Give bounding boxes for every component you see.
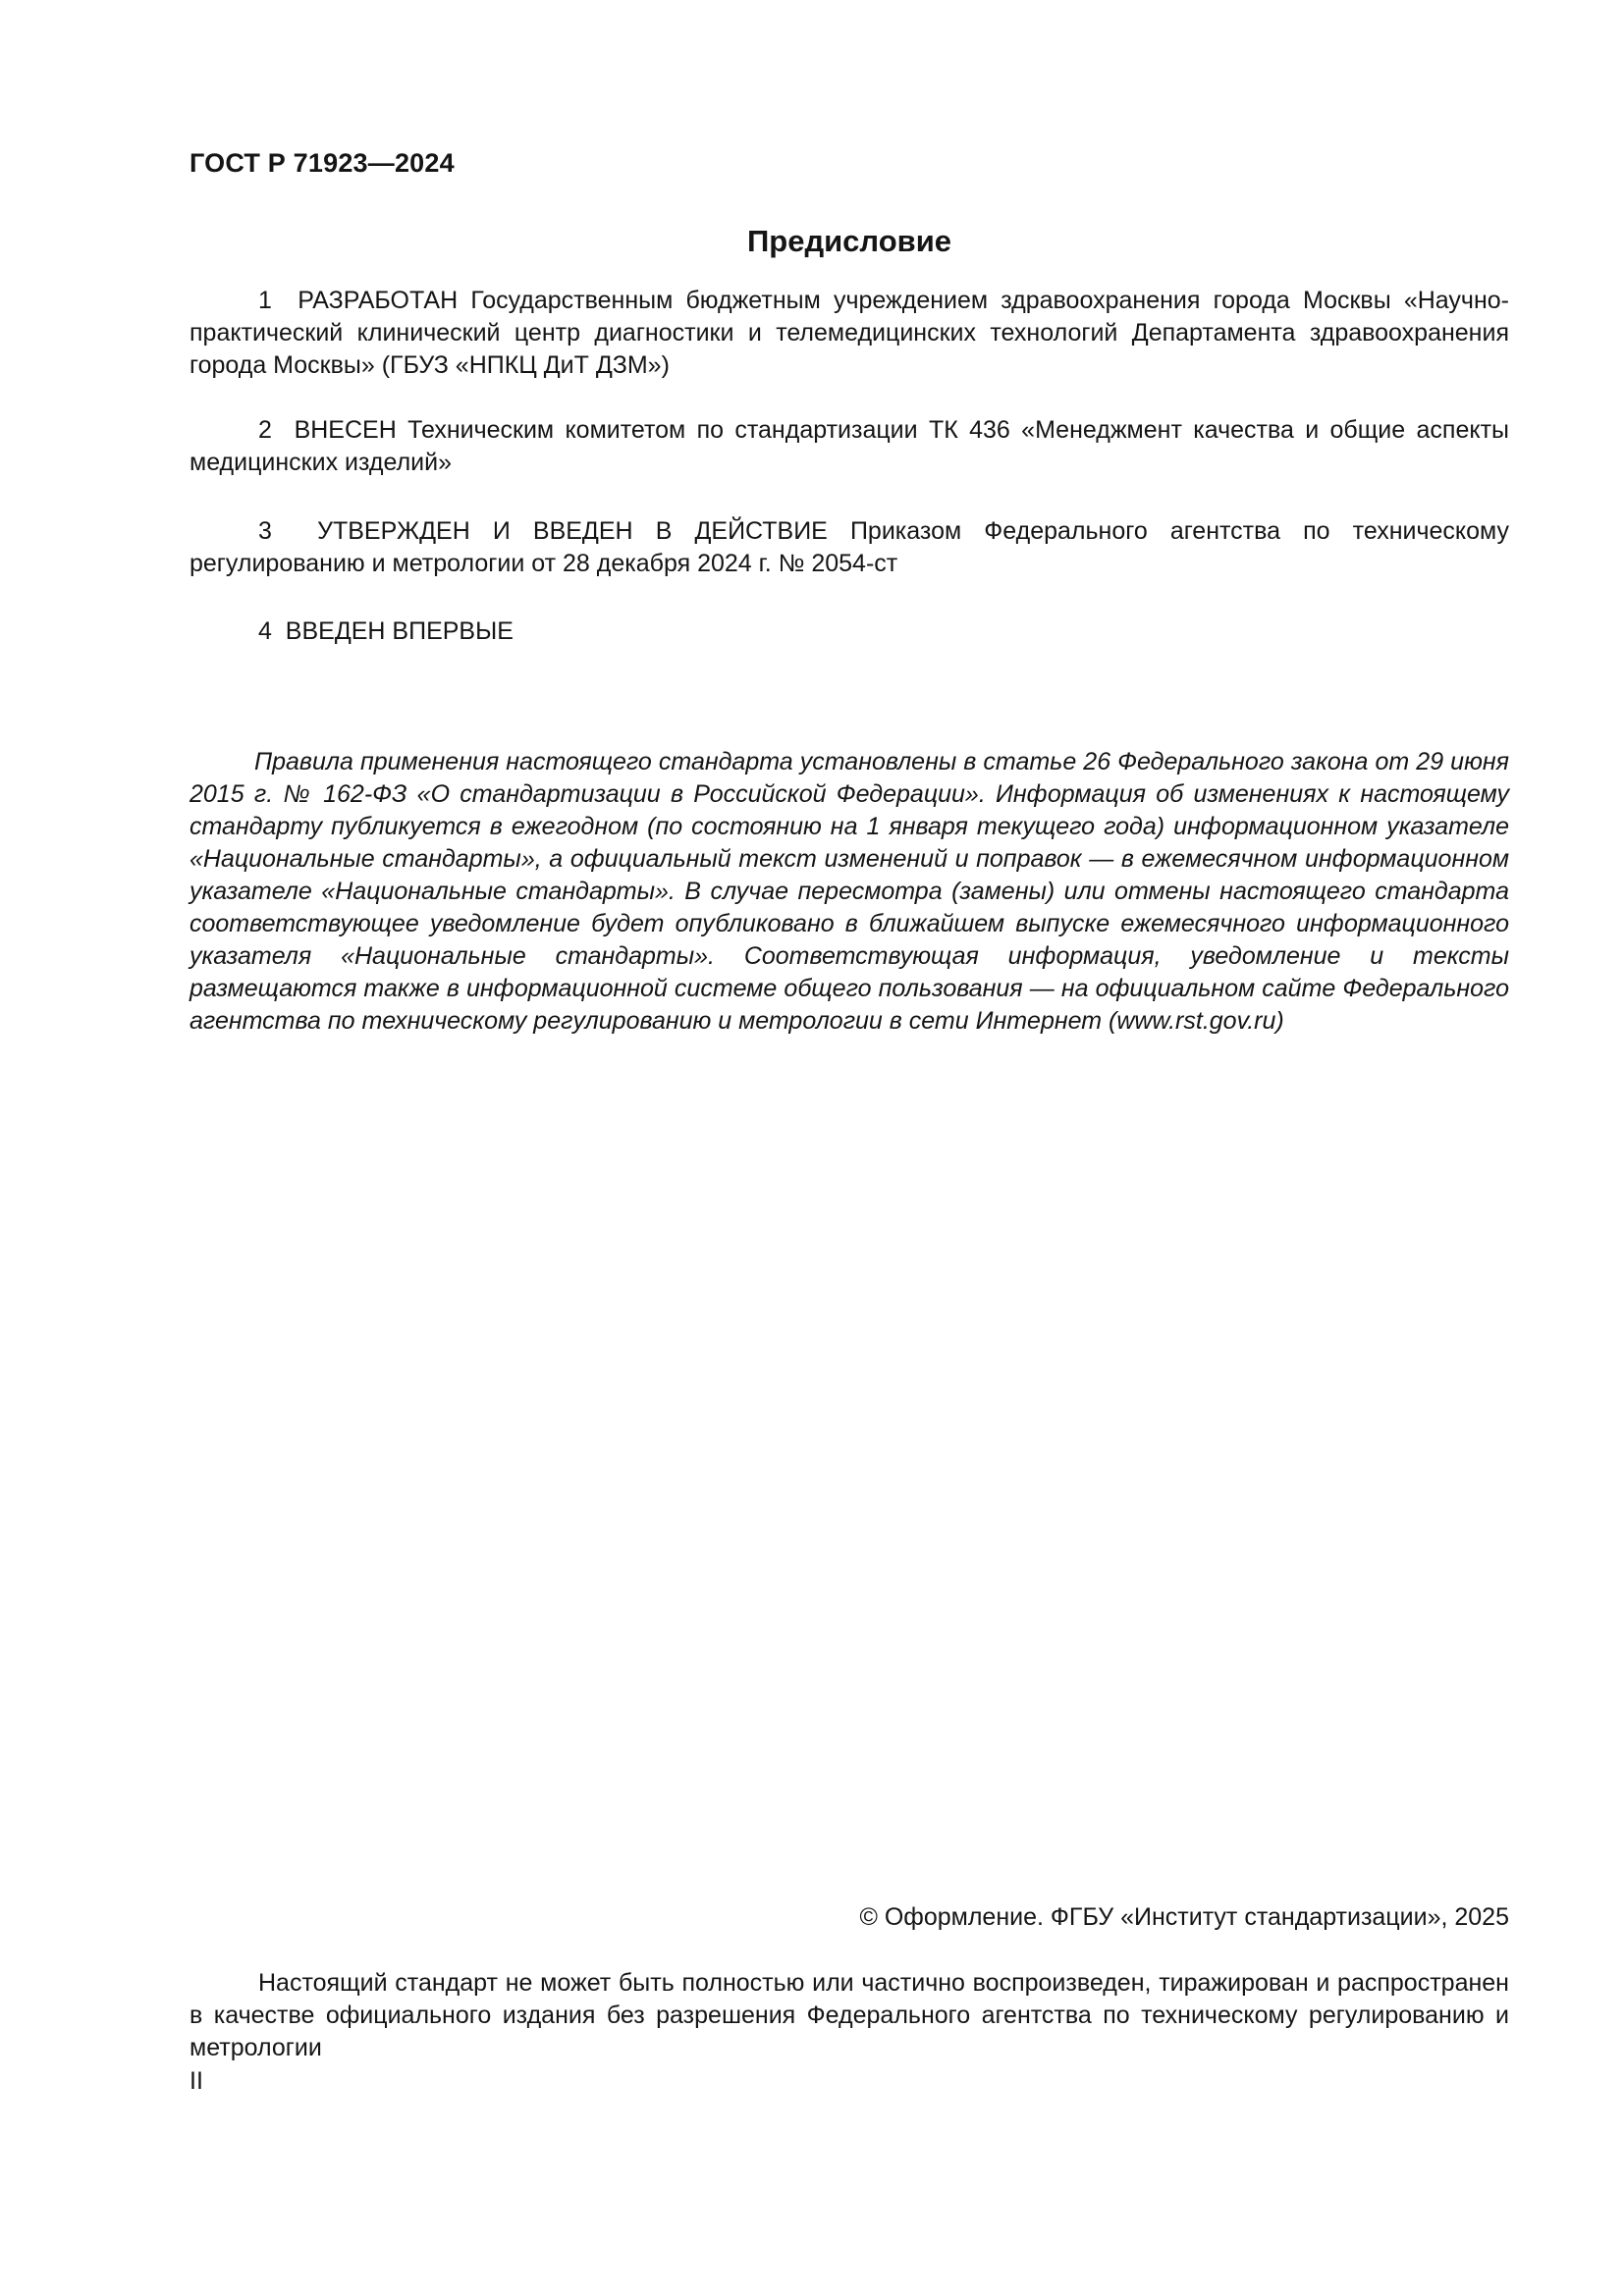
- foreword-item-approved: 3 УТВЕРЖДЕН И ВВЕДЕН В ДЕЙСТВИЕ Приказом Федерального агентства по техническому регулированию и метрологии от 28 декабря 2024 г. № 2054-ст: [189, 517, 1509, 577]
- foreword-item-first-introduced: 4 ВВЕДЕН ВПЕРВЫЕ: [258, 617, 514, 645]
- doc-code: ГОСТ Р 71923—2024: [189, 148, 455, 178]
- page-number: II: [189, 2067, 203, 2095]
- foreword-item-developed: 1 РАЗРАБОТАН Государственным бюджетным учреждением здравоохранения города Москвы «Научно-практический клинический центр диагностики и телемедицинских технологий Департамента здравоохранения города Москвы» (ГБУЗ «НПКЦ ДиТ ДЗМ»): [189, 287, 1509, 379]
- reproduction-notice: Настоящий стандарт не может быть полностью или частично воспроизведен, тиражирован и распространен в качестве официального издания без разрешения Федерального агентства по техническому регулированию и метрологии: [189, 1969, 1509, 2061]
- legal-notice: Правила применения настоящего стандарта установлены в статье 26 Федерального закона от 29 июня 2015 г. № 162-ФЗ «О стандартизации в Российской Федерации». Информация об изменениях к настоящему стандарту публикуется в ежегодном (по состоянию на 1 января текущего года) информационном указателе «Национальные стандарты», а официальный текст изменений и поправок — в ежемесячном информационном указателе «Национальные стандарты». В случае пересмотра (замены) или отмены настоящего стандарта соответствующее уведомление будет опубликовано в ближайшем выпуске ежемесячного информационного указателя «Национальные стандарты». Соответствующая информация, уведомление и тексты размещаются также в информационной системе общего пользования — на официальном сайте Федерального агентства по техническому регулированию и метрологии в сети Интернет (www.rst.gov.ru): [189, 748, 1509, 1035]
- copyright-line: © Оформление. ФГБУ «Институт стандартизации», 2025: [859, 1903, 1509, 1931]
- foreword-item-submitted: 2 ВНЕСЕН Техническим комитетом по стандартизации ТК 436 «Менеджмент качества и общие аспекты медицинских изделий»: [189, 416, 1509, 476]
- foreword-title: Предисловие: [746, 224, 951, 258]
